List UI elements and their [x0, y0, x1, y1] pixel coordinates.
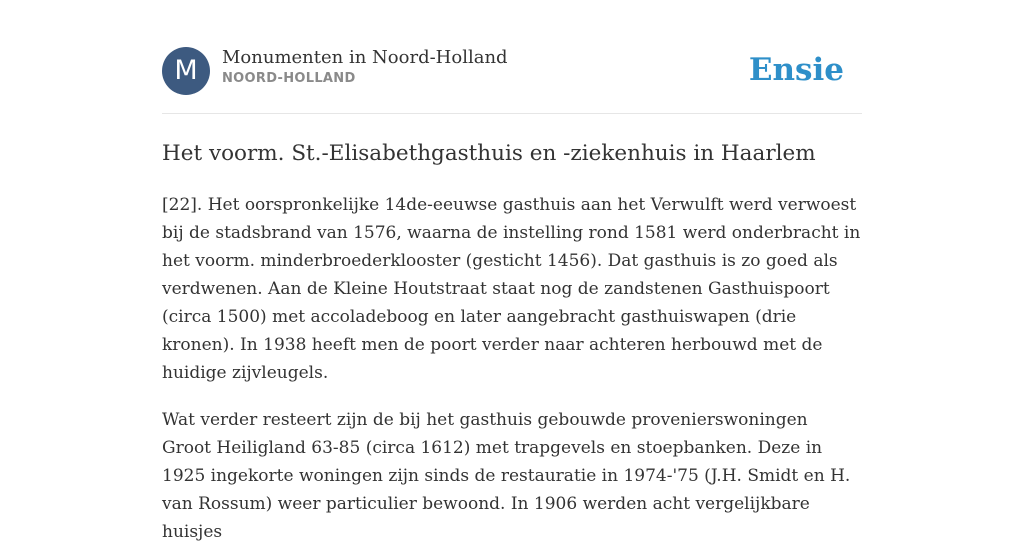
ensie-logo[interactable]: Ensie: [748, 52, 844, 88]
article-container: [162, 46, 862, 546]
book-subtitle: NOORD-HOLLAND: [222, 71, 356, 86]
article-paragraph: [22]. Het oorspronkelijke 14de-eeuwse gasthuis aan het Verwulft werd verwoest bij de stadsbrand van 1576, waarna de instelling rond 1581 werd onderbracht in het voorm. minderbroederklooster (gesticht 1456). Dat gasthuis is zo goed als verdwenen. Aan de Kleine Houtstraat staat nog de zandstenen Gasthuispoort (circa 1500) met accoladeboog en later aangebracht gasthuiswapen (drie kronen). In 1938 heeft men de poort verder naar achteren herbouwd met de huidige zijvleugels.: [162, 195, 861, 383]
article-title: Het voorm. St.-Elisabethgasthuis en -ziekenhuis in Haarlem: [162, 141, 816, 166]
book-title-link[interactable]: Monumenten in Noord-Holland: [222, 47, 508, 68]
book-info: [222, 46, 508, 86]
avatar[interactable]: M: [162, 47, 210, 95]
header: [162, 46, 862, 114]
article-paragraph: Wat verder resteert zijn de bij het gasthuis gebouwde provenierswoningen Groot Heiligland 63-85 (circa 1612) met trapgevels en stoepbanken. Deze in 1925 ingekorte woningen zijn sinds de restauratie in 1974-'75 (J.H. Smidt en H. van Rossum) weer particulier bewoond. In 1906 werden acht vergelijkbare huisjes: [162, 410, 851, 542]
